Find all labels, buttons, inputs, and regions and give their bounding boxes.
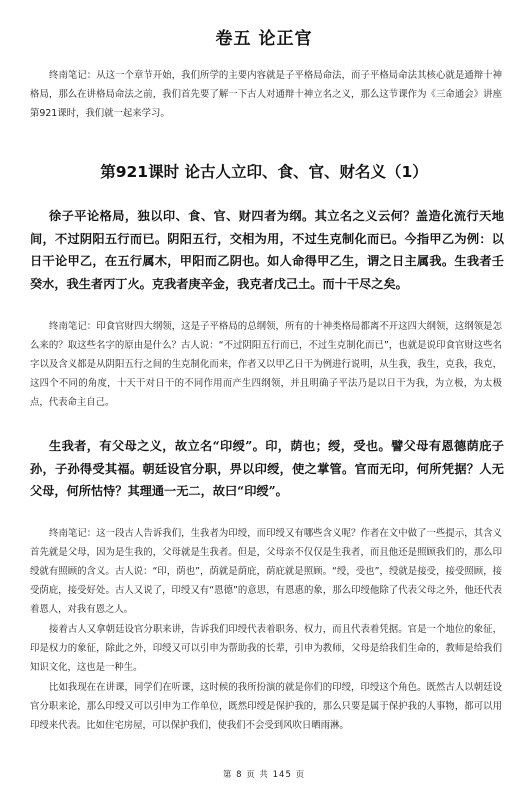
intro-note: 终南笔记：从这一个章节开始，我们所学的主要内容就是子平格局命法，而子平格局命法其核心就是通辩十神格局，那么在讲格局命法之前，我们首先要了解一下古人对通辩十神立名之义，那么这节课作为《三命通会》讲座第921课时，我们就一起来学习。 xyxy=(30,70,502,119)
commentary-note-2c: 比如我现在在讲课，同学们在听课，这时候的我所扮演的就是你们的印绶，印绶这个角色。既然古人以朝廷设官分职来论，那么印绶又可以引申为工作单位，既然印绶是保护我的，那么只要是属于保护我的人事物，都可以用印绶来代表。比如住宅房屋，可以保护我们，使我们不会受到风吹日晒雨淋。 xyxy=(30,682,502,731)
commentary-note-2a: 终南笔记：这一段古人告诉我们，生我者为印绶，而印绶又有哪些含义呢？作者在文中做了一些提示，其含义首先就是父母，因为是生我的，父母就是生我者。但是，父母亲不仅仅是生我者，而且他还是照顾我们的，那么印绶就有照顾的含义。古人说：“印，荫也”，荫就是荫庇，荫庇就是照顾。“绶，受也”，绶就是接受，接受照顾，接受荫庇，接受好处。古人又说了，印绶又有“恩德”的意思，有恩惠的象，那么印绶他除了代表父母之外，他还代表着恩人，对我有恩之人。 xyxy=(30,528,502,615)
lesson-title: 第921课时 论古人立印、食、官、财名义（1） xyxy=(100,163,428,181)
page-footer: 第 8 页 共 145 页 xyxy=(222,770,306,780)
chapter-title: 卷五 论正官 xyxy=(215,29,313,49)
commentary-note-2b: 接着古人又拿朝廷设官分职来讲，告诉我们印绶代表着职务、权力，而且代表着凭据。官是一个地位的象征，印是权力的象征，除此之外，印绶又可以引申为帮助我的长辈，引申为教师，父母是给我们生命的，教师是给我们知识文化，这也是一种生。 xyxy=(30,624,502,673)
classic-text-1: 徐子平论格局，独以印、食、官、财四者为纲。其立名之义云何？盖造化流行天地间，不过阴阳五行而已。阴阳五行，交相为用，不过生克制化而已。今指甲乙为例：以日干论甲乙，在五行属木，甲阳而乙阴也。如人命得甲乙生，谓之日主属我。生我者壬癸水，我生者丙丁火。克我者庚辛金，我克者戊己土。而十干尽之矣。 xyxy=(30,209,504,291)
commentary-note-1: 终南笔记：印食官财四大纲领，这是子平格局的总纲领，所有的十神类格局都离不开这四大纲领，这纲领是怎么来的？取这些名字的原由是什么？古人说：“不过阴阳五行而已，不过生克制化而已”，也就是说印食官财这些名字以及含义都是从阴阳五行之间的生克制化而来，作者又以甲乙日干为例进行说明，从生我，我生，克我，我克，这四个不同的角度，十天干对日干的不同作用而产生四纲领，并且明确子平法乃是以日干为我，为立极，为太极点，代表命主自己。 xyxy=(30,321,502,408)
classic-text-2: 生我者，有父母之义，故立名“印绶”。印，荫也；绶，受也。譬父母有恩德荫庇子孙，子孙得受其福。朝廷设官分职，畀以印绶，使之掌管。官而无印，何所凭据？人无父母，何所怙恃？其理通一无二，故曰“印绶”。 xyxy=(30,439,504,498)
